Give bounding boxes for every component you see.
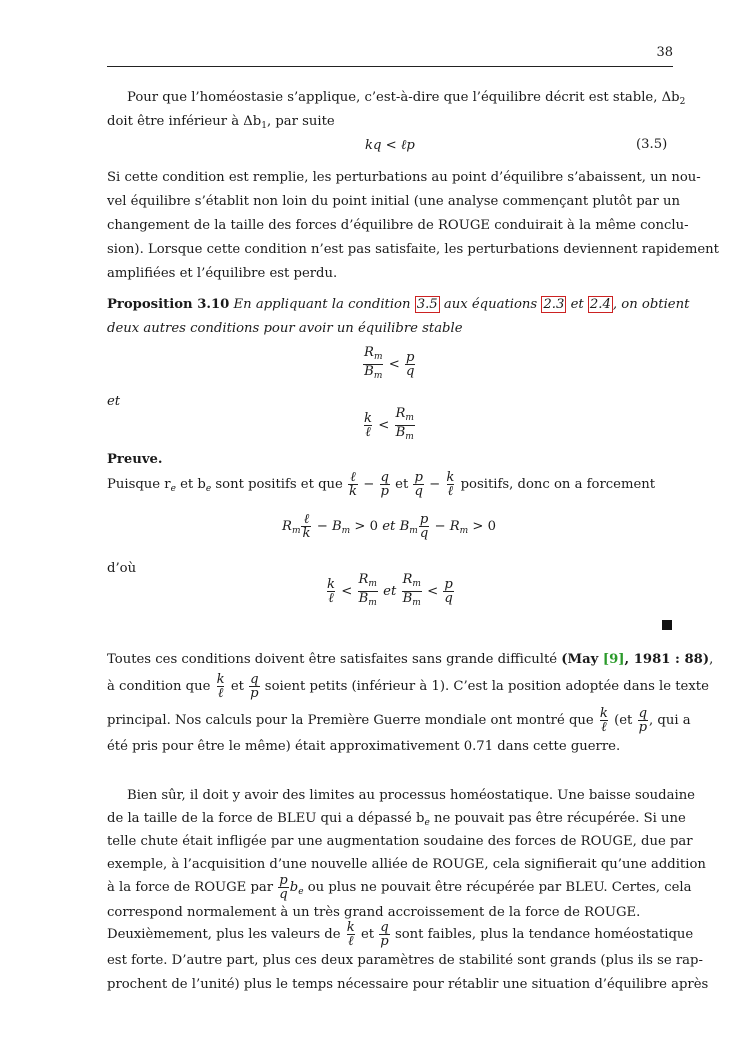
ref-2-4[interactable]: 2.4 bbox=[589, 297, 611, 312]
paragraph-line: de la taille de la force de BLEU qui a dépassé $b_e$ ne pouvait pas être récupérée. Si une bbox=[107, 811, 686, 828]
proposition-line: Proposition 3.10 En appliquant la condition 3.5 aux équations 2.3 et 2.4 , on obtient bbox=[107, 297, 690, 312]
paragraph-line: sion). Lorsque cette condition n’est pas satisfaite, les perturbations deviennent rapidement bbox=[107, 242, 719, 257]
header-rule bbox=[107, 66, 673, 67]
paragraph-line: principal. Nos calculs pour la Première Guerre mondiale ont montré que $\frac{k}{\text{ℓ}}$ (et $\frac{q}{p}$ , qui a bbox=[107, 706, 691, 735]
proof-line: Puisque $r_e$ et $b_e$ sont positifs et que $\frac{\text{ℓ}}{k}$ − $\frac{q}{p}$ et $\frac{p}{q}$ − $\frac{k}{\text{ℓ}}$ positifs, donc on a forcement bbox=[107, 470, 656, 499]
paragraph-line: Toutes ces conditions doivent être satisfaites sans grande difficulté (May [9], 1981 : 88), bbox=[107, 652, 714, 667]
paragraph-line: exemple, à l’acquisition d’une nouvelle alliée de ROUGE, cela signifierait qu’une addition bbox=[107, 857, 706, 872]
paragraph-line: Si cette condition est remplie, les perturbations au point d’équilibre s’abaissent, un nou- bbox=[107, 170, 701, 185]
equation-3-5: kq < ℓp bbox=[365, 138, 415, 153]
proof-inequalities: $R_m$ $\frac{\text{ℓ}}{k}$ − $B_m > 0$ et $B_m$ $\frac{p}{q}$ − $R_m > 0$ bbox=[282, 512, 497, 541]
equation-label: (3.5) bbox=[636, 137, 668, 152]
paragraph-line: amplifiées et l’équilibre est perdu. bbox=[107, 266, 338, 281]
paragraph-line: changement de la taille des forces d’équilibre de ROUGE conduirait à la même conclu- bbox=[107, 218, 689, 233]
ref-2-3[interactable]: 2.3 bbox=[543, 297, 565, 312]
paragraph-line: doit être inférieur à $\Delta b_1$, par suite bbox=[107, 114, 335, 131]
proposition-line: deux autres conditions pour avoir un équilibre stable bbox=[107, 321, 463, 336]
proposition-heading: Proposition 3.10 bbox=[107, 297, 230, 312]
paragraph-line: à la force de ROUGE par $\frac{p}{q}$ $b_e$ ou plus ne pouvait être récupérée par BLEU. Certes, cela bbox=[107, 873, 692, 902]
proof-heading: Preuve. bbox=[107, 452, 163, 467]
paragraph-line: Deuxièmement, plus les valeurs de $\frac{k}{\text{ℓ}}$ et $\frac{q}{p}$ sont faibles, plus la tendance homéostatique bbox=[107, 920, 694, 949]
paragraph-line: à condition que $\frac{k}{\text{ℓ}}$ et $\frac{q}{p}$ soient petits (inférieur à 1). C’est la position adoptée dans le texte bbox=[107, 672, 709, 701]
paragraph-line: prochent de l’unité) plus le temps nécessaire pour rétablir une situation d’équilibre après bbox=[107, 977, 709, 992]
paragraph-line: Bien sûr, il doit y avoir des limites au processus homéostatique. Une baisse soudaine bbox=[127, 788, 695, 803]
paragraph-line: telle chute était infligée par une augmentation soudaine des forces de ROUGE, due par bbox=[107, 834, 693, 849]
paragraph-line: est forte. D’autre part, plus ces deux paramètres de stabilité sont grands (plus ils se rap- bbox=[107, 953, 703, 968]
condition-2: $\frac{k}{\text{ℓ}}$ < $\frac{R_m}{B_m}$ bbox=[364, 406, 414, 442]
citation-9[interactable]: [9] bbox=[602, 652, 625, 667]
ref-3-5[interactable]: 3.5 bbox=[416, 297, 438, 312]
paragraph-line: Pour que l’homéostasie s’applique, c’est-à-dire que l’équilibre décrit est stable, $\Delta b_2$ bbox=[127, 90, 686, 107]
page-number: 38 bbox=[656, 45, 673, 60]
condition-1: $\frac{R_m}{B_m}$ < $\frac{p}{q}$ bbox=[364, 345, 415, 381]
paragraph-line: vel équilibre s’établit non loin du point initial (une analyse commençant plutôt par un bbox=[107, 194, 681, 209]
proof-result: $\frac{k}{\text{ℓ}}$ < $\frac{R_m}{B_m}$ et $\frac{R_m}{B_m}$ < $\frac{p}{q}$ bbox=[327, 572, 453, 608]
qed-square bbox=[662, 620, 672, 630]
paragraph-line: été pris pour être le même) était approximativement 0.71 dans cette guerre. bbox=[107, 739, 621, 754]
dou-label: d’où bbox=[107, 561, 137, 576]
et-label: et bbox=[107, 394, 121, 409]
paragraph-line: correspond normalement à un très grand accroissement de la force de ROUGE. bbox=[107, 905, 641, 920]
